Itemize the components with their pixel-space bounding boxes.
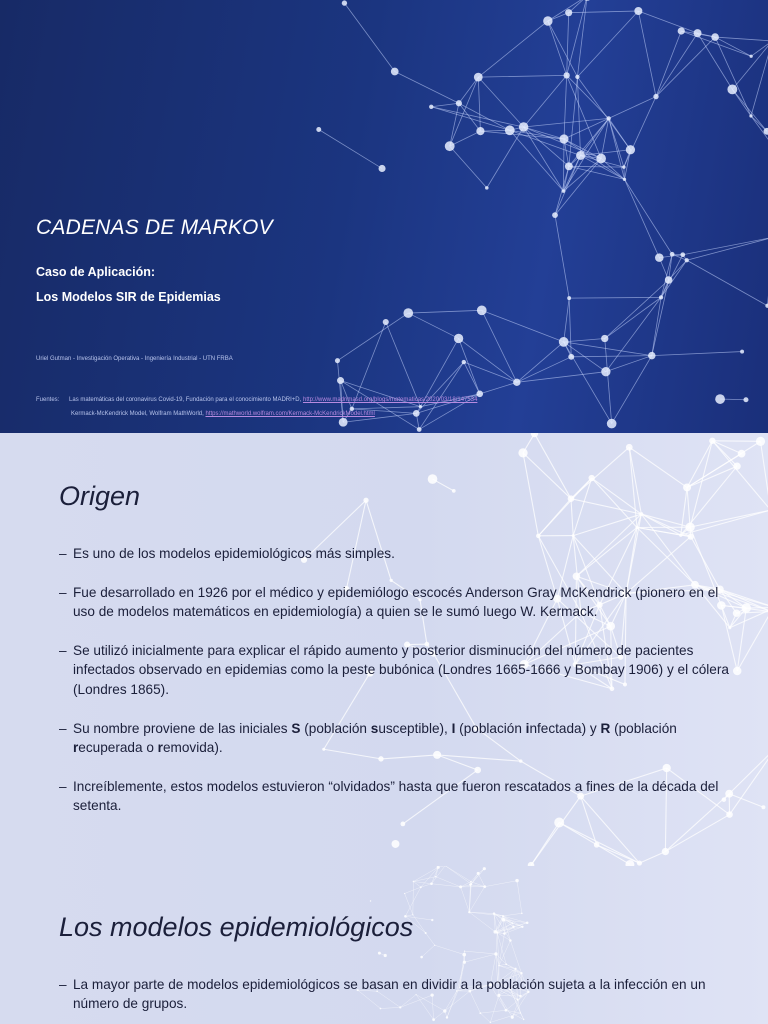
sources-line-1 [36, 397, 477, 403]
bullet-text: Su nombre proviene de las iniciales S (población susceptible), I (población infectada) y R (población recuperada o removida). [73, 720, 677, 756]
bullet-dash: – [59, 546, 67, 561]
list-item [59, 777, 739, 816]
origen-slide [0, 433, 768, 866]
list-item [59, 544, 739, 563]
list-item [59, 583, 739, 622]
subtitle-line-1: Caso de Aplicación: [36, 265, 156, 279]
sources-label: Fuentes: [36, 397, 60, 403]
slide-title: Los modelos epidemiológicos [59, 912, 414, 942]
presentation-title: CADENAS DE MARKOV [36, 216, 273, 239]
title-slide [0, 0, 768, 433]
list-item [59, 975, 739, 1014]
source-1-text: Las matemáticas del coronavirus Covid-19, Fundación para el conocimiento MADRI+D, [69, 397, 302, 403]
slide-title: Origen [59, 481, 141, 511]
author-credit: Uriel Gutman - Investigación Operativa - Ingeniería Industrial - UTN FRBA [36, 356, 233, 362]
source-2-link[interactable]: https://mathworld.wolfram.com/Kermack-McKendrickModel.html [205, 411, 375, 417]
subtitle-line-2: Los Modelos SIR de Epidemias [36, 290, 221, 304]
bullet-text: Fue desarrollado en 1926 por el médico y epidemiólogo escocés Anderson Gray McKendrick (pionero en el uso de modelos matemáticos en epidemiología) a quien se le sumó luego W. Kermack. [73, 584, 719, 620]
modelos-slide [0, 866, 768, 1024]
bullet-list [59, 975, 739, 1024]
bullet-text: Es uno de los modelos epidemiológicos más simples. [73, 546, 395, 561]
list-item [59, 641, 739, 699]
bullet-text: Increíblemente, estos modelos estuvieron “olvidados” hasta que fueron rescatados a fines de la década del setenta. [73, 778, 719, 814]
bullet-dash: – [59, 720, 67, 736]
bullet-text: Se utilizó inicialmente para explicar el rápido aumento y posterior disminución del número de pacientes infectados observado en epidemias como la peste bubónica (Londres 1665-1666 y Bombay 1906) y el cólera (Londres 1865). [73, 643, 729, 697]
bullet-dash: – [59, 977, 67, 992]
source-1-link[interactable]: http://www.madrimasd.org/blogs/matematicas/2020/03/18/147534 [302, 397, 478, 403]
bullet-dash: – [59, 584, 67, 600]
source-2-text: Kermack-McKendrick Model, Wolfram MathWorld, [71, 411, 204, 417]
list-item [59, 719, 739, 758]
bullet-text: La mayor parte de modelos epidemiológicos se basan en dividir a la población sujeta a la infección en un número de grupos. [73, 977, 706, 1012]
bullet-dash: – [59, 643, 67, 658]
bullet-list [59, 544, 739, 835]
sources-line-2 [71, 411, 375, 417]
bullet-dash: – [59, 778, 67, 794]
